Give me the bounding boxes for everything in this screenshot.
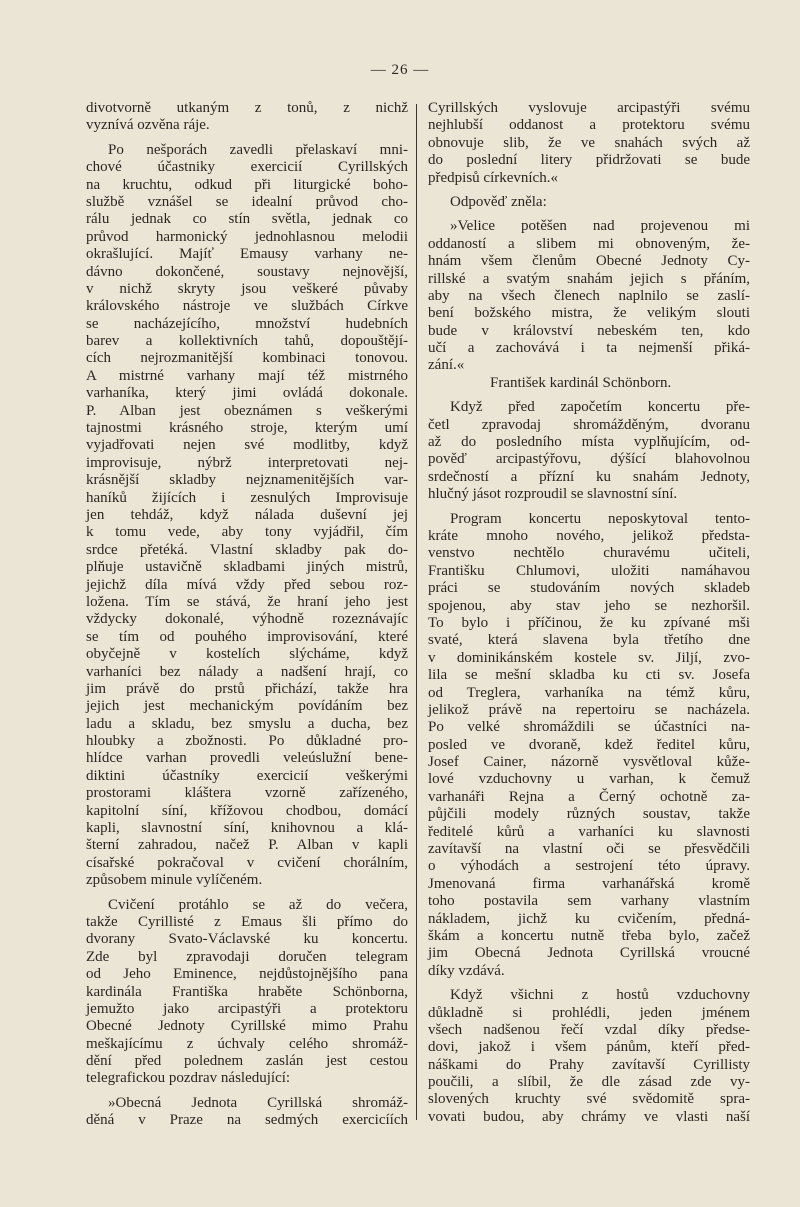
text-line: Odpověď zněla:	[450, 193, 547, 210]
text-line: děná v Praze na sedmých exercicíích	[86, 1112, 408, 1129]
text-line: pověď arcipastýřovu, dýšící blahovolnou	[428, 451, 750, 468]
text-line: jim Obecná Jednota Cyrillská vroucné	[428, 945, 750, 962]
text-line: vždycky dokonalé, výhodně rozeznávajíc	[86, 611, 408, 628]
paragraph	[428, 511, 750, 981]
text-line: kráte mnoho nového, jelikož předsta-	[428, 527, 750, 544]
text-line: od Jeho Eminence, nejdůstojnějšího pana	[86, 966, 408, 983]
text-line: jen tehdáž, když nálada duševní jej	[86, 506, 408, 523]
text-line: škám a koncertu nutně třeba bylo, začež	[428, 927, 750, 944]
text-line: dávno dokončené, soustavy nejnovější,	[86, 263, 408, 280]
text-line: obyčejně v kostelích slýcháme, když	[86, 646, 408, 663]
text-line: četl zpravodaj shromážděným, dvoranu	[428, 416, 750, 433]
text-line: improvisuje, nýbrž interpretovati nej-	[86, 454, 408, 471]
text-line: cích nejrozmanitější kombinaci tonovou.	[86, 350, 408, 367]
text-line: divotvorně utkaným z tonů, z nichž	[86, 100, 408, 116]
text-line: kapitolní síní, křížovou chodbou, domácí	[86, 802, 408, 819]
text-line: dovi, jakož i všem pánům, kteří před-	[428, 1039, 750, 1056]
column-divider	[416, 104, 417, 1120]
text-line: vyznívá ozvěna ráje.	[86, 117, 210, 134]
text-line: nákladem, jichž ku cvičením, předná-	[428, 910, 750, 927]
text-line: meškajícímu z úchvaly celého shromáž-	[86, 1035, 408, 1052]
text-line: haníků žijících i zesnulých Improvisuje	[86, 489, 408, 506]
text-line: Cyrillských vyslovuje arcipastýři svému	[428, 100, 750, 116]
text-line: okrašlující. Majíť Emausy varhany ne-	[86, 246, 408, 263]
text-line: spojenou, aby stav jeho se nezhoršil.	[428, 597, 750, 614]
right-column	[428, 100, 750, 1133]
text-line: Jmenovaná firma varhanářská kromě	[428, 875, 750, 892]
text-line: Františku Chlumovi, uložiti namáhavou	[428, 562, 750, 579]
text-line: srdečností a přízní ku snahám Jednoty,	[428, 468, 750, 485]
paragraph	[86, 100, 408, 135]
text-line: způsobem minule vylíčeném.	[86, 872, 263, 889]
text-line: slovených kruchty své svědomitě spra-	[428, 1091, 750, 1108]
text-line: od Treglera, varhaníka na témž kůru,	[428, 684, 750, 701]
text-line: P. Alban jest obeznámen s veškerými	[86, 402, 408, 419]
text-line: tajnostmi krásného stroje, kterým umí	[86, 420, 408, 437]
left-column	[86, 100, 408, 1137]
text-line: hloubky a zbožnosti. Po důkladné pro-	[86, 733, 408, 750]
text-line: Zde byl zpravodaji doručen telegram	[86, 948, 408, 965]
text-line: až do posledního místa vyplňujícím, od-	[428, 434, 750, 451]
text-line: varhanáři Rejna a Černý ochotně za-	[428, 788, 750, 805]
text-line: varhaníka, který jimi ovládá dokonale.	[86, 385, 408, 402]
text-line: aby na všech členech naplnilo se zaslí-	[428, 287, 750, 304]
text-line: takže Cyrillisté z Emaus šli přímo do	[86, 913, 408, 930]
text-line: jemužto jako arcipastýři a protektoru	[86, 1000, 408, 1017]
text-line: hlučný jásot rozproudil se slavnostní síní.	[428, 486, 678, 503]
text-line: venstvo nechtělo churavému učiteli,	[428, 545, 750, 562]
text-line: bude v království nebeském ten, kdo	[428, 322, 750, 339]
paragraph	[86, 1095, 408, 1130]
paragraph	[428, 987, 750, 1126]
text-line: telegrafickou pozdrav následující:	[86, 1070, 291, 1087]
text-line: dvorany Svato-Václavské ku koncertu.	[86, 931, 408, 948]
text-line: k tomu vede, aby tony vyjádřil, čím	[86, 524, 408, 541]
text-line: Josef Cainer, názorně vysvětloval kůže-	[428, 754, 750, 771]
text-line: kardinála Františka hraběte Schönborna,	[86, 983, 408, 1000]
text-line: vovati budou, aby chrámy ve vlasti naší	[428, 1108, 750, 1125]
text-line: císařské pokračoval v cvičení chorálním,	[86, 854, 408, 871]
text-line: v nichž skryty jsou veškeré půvaby	[86, 280, 408, 297]
text-line: ladu a skladu, bez smyslu a ducha, bez	[86, 715, 408, 732]
text-line: nejhlubší oddanost a protektoru svému	[428, 117, 750, 134]
text-line: Program koncertu neposkytoval tento-	[450, 510, 750, 527]
text-line: varhaníci bez nálady a nadšení hrají, co	[86, 663, 408, 680]
paragraph	[428, 218, 750, 375]
text-line: posled ve dvoraně, kdež ředitel kůru,	[428, 736, 750, 753]
text-line: jejichž díla mívá vždy před sebou roz-	[86, 576, 408, 593]
text-line: náškami do Prahy zavítavší Cyrillisty	[428, 1056, 750, 1073]
paragraph	[428, 194, 750, 211]
text-line: na kruchtu, odkud při liturgické boho-	[86, 176, 408, 193]
text-line: v dominikánském kostele sv. Jiljí, zvo-	[428, 649, 750, 666]
text-line: »Obecná Jednota Cyrillská shromáž-	[108, 1094, 408, 1111]
page-number: — 26 —	[370, 62, 430, 78]
text-line: kapli, slavnostní síní, knihovnou a klá-	[86, 820, 408, 837]
text-line: rillské a svatým snahám jejich s přáním,	[428, 270, 750, 287]
text-line: poučili, a slíbil, že dle zásad zde vy-	[428, 1074, 750, 1091]
text-line: hlídce varhan provedli veleúslužní bene-	[86, 750, 408, 767]
text-line: dění před polednem zaslán jest cestou	[86, 1053, 408, 1070]
text-line: průvod harmonický jednohlasnou melodii	[86, 228, 408, 245]
text-line: díky vzdává.	[428, 962, 505, 979]
text-line: ředitelé kůrů a varhaníci ku slavnosti	[428, 823, 750, 840]
text-line: šterní zahradou, načež P. Alban v kapli	[86, 837, 408, 854]
text-line: ložena. Tím se stává, že hraní jeho jest	[86, 593, 408, 610]
text-line: Když všichni z hostů vzduchovny	[450, 987, 750, 1004]
text-line: svaté, která slavena byla třetího dne	[428, 632, 750, 649]
text-line: do poslední litery přidržovati se bude	[428, 152, 750, 169]
text-line: službě vznášel se idealní průvod cho-	[86, 193, 408, 210]
paragraph	[86, 897, 408, 1088]
text-line: prostorami kláštera vzorně zařízeného,	[86, 785, 408, 802]
text-line: Obecné Jednoty Cyrillské mimo Prahu	[86, 1018, 408, 1035]
text-line: učí a zachovává i ta nejmenší přiká-	[428, 340, 750, 357]
text-line: předpisů církevních.«	[428, 169, 558, 186]
text-line: rálu jednak co stín světla, jednak co	[86, 211, 408, 228]
text-line: jelikož právě na repertoiru se nacházela.	[428, 701, 750, 718]
text-line: zavítavší na vlastní oči se přesvědčili	[428, 841, 750, 858]
text-line: půjčili modely různých soustav, takže	[428, 806, 750, 823]
text-line: barev a kollektivních tahů, dopouštějí-	[86, 333, 408, 350]
text-line: diktini účastníky exercicií veškerými	[86, 767, 408, 784]
text-line: práci se studováním nových skladeb	[428, 580, 750, 597]
text-line: obnovuje slib, že ve snahách svých až	[428, 134, 750, 151]
text-line: vyjadřovati nejen své modlitby, když	[86, 437, 408, 454]
text-line: Po nešporách zavedli přelaskaví mni-	[108, 141, 408, 158]
text-line: Cvičení protáhlo se až do večera,	[108, 896, 408, 913]
text-line: o výhodách a sestrojení této úpravy.	[428, 858, 750, 875]
text-line: lila se mešní skladba ku cti sv. Josefa	[428, 667, 750, 684]
text-line: toho postavila sem varhany vlastním	[428, 893, 750, 910]
text-line: hnám všem členům Obecné Jednoty Cy-	[428, 253, 750, 270]
paragraph	[428, 100, 750, 187]
text-line: oddaností a slibem mi obnoveným, že-	[428, 235, 750, 252]
text-line: To bylo i příčinou, že ku zpívané mši	[428, 614, 750, 631]
paragraph	[428, 399, 750, 503]
text-line: zání.«	[428, 357, 465, 374]
text-line: všech nadšenou řečí vzdal díky předse-	[428, 1021, 750, 1038]
text-line: »Velice potěšen nad projevenou mi	[450, 218, 750, 235]
text-line: A mistrné varhany mají též mistrného	[86, 367, 408, 384]
text-line: srdce přetéká. Vlastní skladby pak do-	[86, 541, 408, 558]
text-line: důkladně si prohlédli, jeden jménem	[428, 1004, 750, 1021]
text-line: Po velké shromáždili se účastníci na-	[428, 719, 750, 736]
text-line: plňuje ustavičně skladbami jiných mistrů,	[86, 559, 408, 576]
text-line: krásnější skladby nejznamenitějších var-	[86, 472, 408, 489]
text-line: jim právě do prstů přichází, takže hra	[86, 680, 408, 697]
text-line: se nacházejícího, množství hudebních	[86, 315, 408, 332]
paragraph	[86, 142, 408, 890]
signature: František kardinál Schönborn.	[490, 374, 672, 391]
text-line: jejich jest mechanickým povídáním bez	[86, 698, 408, 715]
text-line: Když před započetím koncertu pře-	[450, 399, 750, 416]
text-line: se tím od pouhého improvisování, které	[86, 628, 408, 645]
text-line: bení božského mistra, že velikým slouti	[428, 305, 750, 322]
text-line: chové účastniky exercicií Cyrillských	[86, 159, 408, 176]
text-line: královského nástroje ve službách Církve	[86, 298, 408, 315]
text-line: lové vzduchovny u varhan, k čemuž	[428, 771, 750, 788]
